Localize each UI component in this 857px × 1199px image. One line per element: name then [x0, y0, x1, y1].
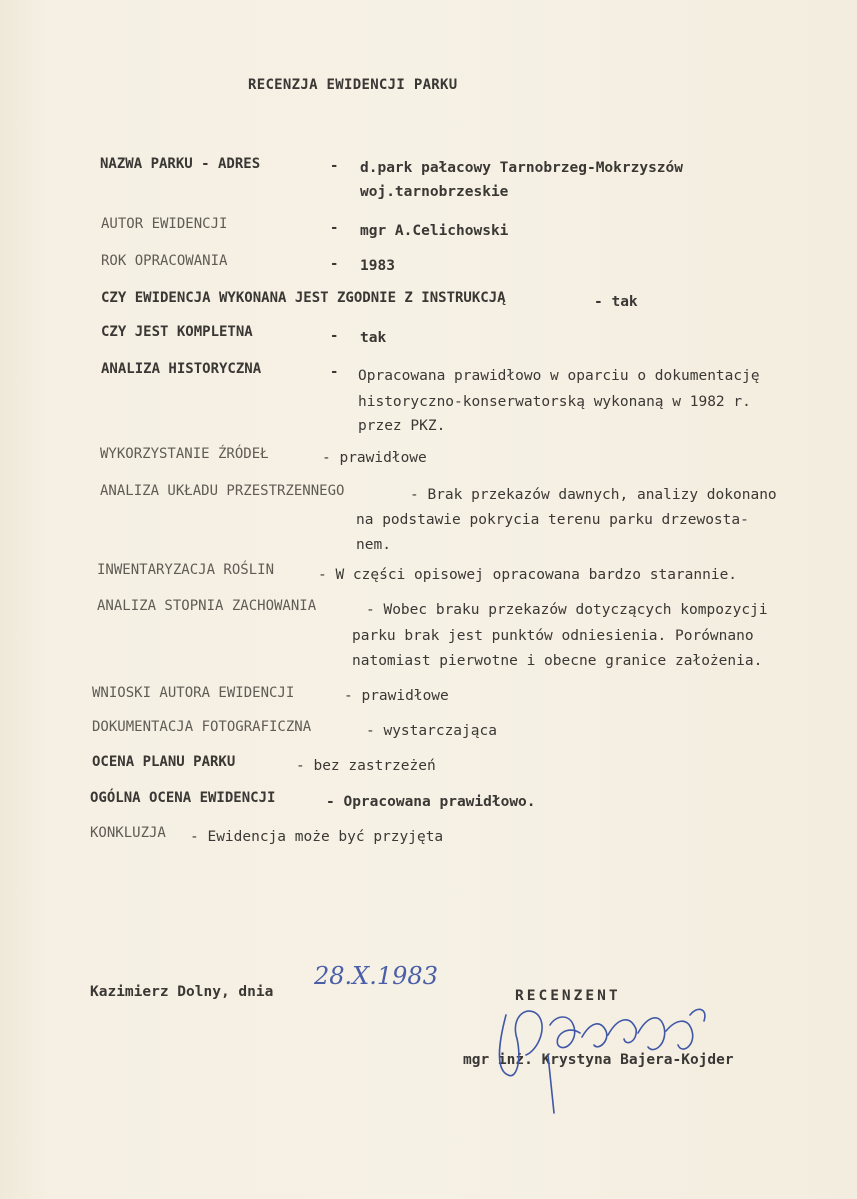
label-rok-opracowania: ROK OPRACOWANIA: [101, 253, 228, 269]
value-foto: - wystarczająca: [366, 723, 497, 739]
value-czy-kompletna: tak: [360, 330, 387, 346]
label-inwentaryzacja-roslin: INWENTARYZACJA ROŚLIN: [97, 562, 275, 578]
value-uklad-line1: - Brak przekazów dawnych, analizy dokonano: [410, 487, 777, 503]
label-czy-kompletna: CZY JEST KOMPLETNA: [101, 324, 253, 340]
value-stopien-line1: - Wobec braku przekazów dotyczących kompozycji: [366, 602, 768, 618]
label-czy-zgodnie: CZY EWIDENCJA WYKONANA JEST ZGODNIE Z INSTRUKCJĄ: [101, 290, 506, 306]
label-analiza-stopnia: ANALIZA STOPNIA ZACHOWANIA: [97, 598, 317, 614]
label-wykorzystanie-zrodel: WYKORZYSTANIE ŹRÓDEŁ: [100, 446, 269, 462]
value-stopien-line3: natomiast pierwotne i obecne granice założenia.: [352, 653, 763, 669]
value-uklad-line2: na podstawie pokrycia terenu parku drzewosta-: [356, 512, 749, 528]
handwritten-date: 28.X.1983: [314, 962, 438, 990]
dash-historyczna: -: [330, 364, 339, 380]
value-czy-zgodnie: - tak: [594, 294, 638, 310]
value-konkluzja: - Ewidencja może być przyjęta: [190, 829, 444, 845]
reviewer-heading: RECENZENT: [515, 988, 621, 1004]
document-title: RECENZJA EWIDENCJI PARKU: [248, 77, 458, 93]
value-nazwa-line1: d.park pałacowy Tarnobrzeg-Mokrzyszów: [360, 160, 684, 176]
value-stopien-line2: parku brak jest punktów odniesienia. Porównano: [352, 628, 754, 644]
value-uklad-line3: nem.: [356, 537, 391, 553]
dash-autor: -: [330, 220, 339, 236]
handwritten-signature: [478, 975, 718, 1115]
value-historyczna-line2: historyczno-konserwatorską wykonaną w 1982 r.: [358, 394, 751, 410]
dash-nazwa: -: [330, 158, 339, 174]
value-wnioski: - prawidłowe: [344, 688, 449, 704]
value-nazwa-line2: woj.tarnobrzeskie: [360, 184, 509, 200]
value-ogolna: - Opracowana prawidłowo.: [326, 794, 536, 810]
value-historyczna-line1: Opracowana prawidłowo w oparciu o dokumentację: [358, 368, 760, 384]
label-analiza-historyczna: ANALIZA HISTORYCZNA: [101, 361, 262, 377]
place-date-label: Kazimierz Dolny, dnia: [90, 984, 274, 1000]
label-konkluzja: KONKLUZJA: [90, 825, 166, 841]
dash-rok: -: [330, 256, 339, 272]
label-dokumentacja-foto: DOKUMENTACJA FOTOGRAFICZNA: [92, 719, 312, 735]
reviewer-name: mgr inż. Krystyna Bajera-Kojder: [463, 1052, 734, 1068]
label-nazwa-parku: NAZWA PARKU - ADRES: [100, 156, 261, 172]
value-historyczna-line3: przez PKZ.: [358, 418, 446, 434]
value-zrodla: - prawidłowe: [322, 450, 427, 466]
label-ocena-planu: OCENA PLANU PARKU: [92, 754, 236, 770]
value-inwentaryzacja: - W części opisowej opracowana bardzo starannie.: [318, 567, 738, 583]
value-rok: 1983: [360, 258, 395, 274]
value-autor: mgr A.Celichowski: [360, 223, 509, 239]
label-ogolna-ocena: OGÓLNA OCENA EWIDENCJI: [90, 790, 276, 806]
label-autor-ewidencji: AUTOR EWIDENCJI: [101, 216, 228, 232]
dash-kompletna: -: [330, 328, 339, 344]
label-analiza-ukladu: ANALIZA UKŁADU PRZESTRZENNEGO: [100, 483, 345, 499]
label-wnioski-autora: WNIOSKI AUTORA EWIDENCJI: [92, 685, 295, 701]
value-plan: - bez zastrzeżeń: [296, 758, 436, 774]
